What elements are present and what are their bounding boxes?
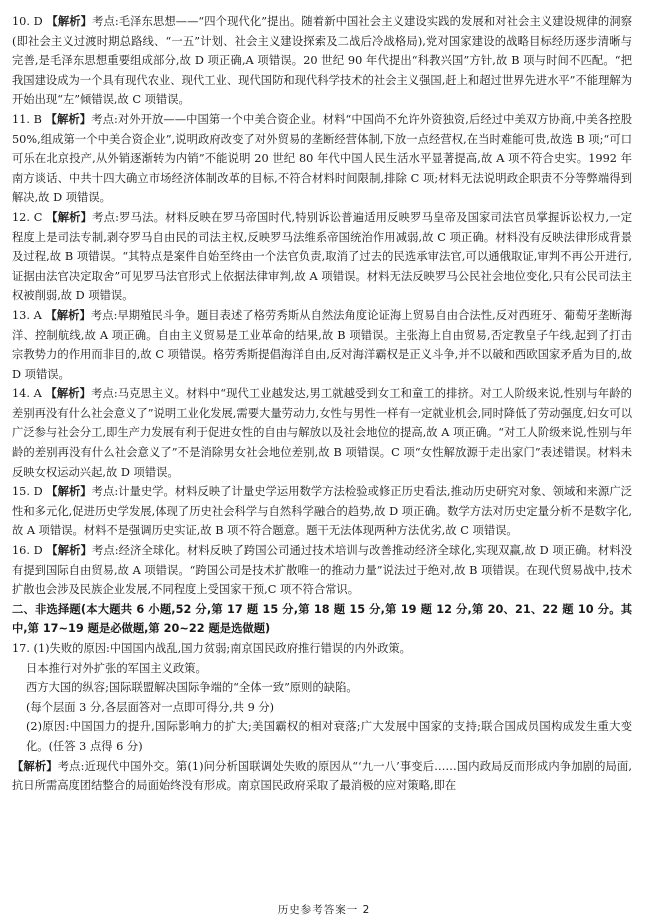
q10-analysis-tag: 【解析】 bbox=[46, 15, 93, 28]
q13-analysis-tag: 【解析】 bbox=[45, 308, 91, 322]
answer-q17 bbox=[12, 639, 632, 757]
q17-line-5: (2)原因:中国国力的提升,国际影响力的扩大;美国霸权的相对衰落;广大发展中国家的支持;联合国成员国构成发生重大变化。(任答 3 点得 6 分) bbox=[26, 720, 632, 753]
answer-q12 bbox=[12, 208, 632, 306]
q10-text: 考点:毛泽东思想——“四个现代化”提出。随着新中国社会主义建设实践的发展和对社会主义建设规律的洞察(即社会主义过渡时期总路线、“一五”计划、社会主义建设探索及二战后冷战格局),党对国家建设的战略目标经历逐步清晰与完善,是毛泽东思想重要组成部分,故 D 项正确,A 项错误。20 世纪 90 年代提出“科教兴国”方针,故 B 项与时间不匹配。“把我国建设成为一个具有现代农业、现代工业、现代国防和现代科学技术的社会主义强国,赶上和超过世界先进水平”不能理解为开始出现“左”倾错误,故 C 项错误。 bbox=[12, 15, 632, 107]
q14-text: 考点:马克思主义。材料中“现代工业越发达,男工就越受到女工和童工的排挤。对工人阶级来说,性别与年龄的差别再没有什么社会意义了”说明工业化发展,需要大量劳动力,女性与男性一样有一定就业机会,同时降低了劳动强度,妇女可以广泛参与社会分工,即生产力发展有利于促进女性的自由与解放以及社会地位的提高,故 A 项正确。“对工人阶级来说,性别与年龄的差别再没有什么社会意义了”不是消除男女社会地位差别,故 B 项错误。C 项“女性解放源于走出家门”表述错误。材料未反映女权运动兴起,故 D 项错误。 bbox=[12, 387, 632, 479]
q17-line-2: 日本推行对外扩张的军国主义政策。 bbox=[26, 661, 207, 675]
q17-line-3: 西方大国的纵容;国际联盟解决国际争端的“全体一致”原则的缺陷。 bbox=[26, 681, 358, 695]
answer-q13 bbox=[12, 306, 632, 384]
q13-number: 13. A bbox=[12, 308, 42, 322]
q12-number: 12. C bbox=[12, 210, 43, 224]
section-heading-non-choice: 二、非选择题(本大题共 6 小题,52 分,第 17 题 15 分,第 18 题 15 分,第 19 题 12 分,第 20、21、22 题 10 分。其中,第 17~19 题是必做题,第 20~22 题是选做题) bbox=[12, 602, 632, 636]
q14-analysis-tag: 【解析】 bbox=[45, 387, 92, 401]
q16-text: 考点:经济全球化。材料反映了跨国公司通过技术培训与改善推动经济全球化,实现双赢,故 D 项正确。材料没有提到国际自由贸易,故 A 项错误。“跨国公司是技术扩散唯一的推动力量”说法过于绝对,故 B 项错误。在现代贸易战中,技术扩散也会涉及民族企业发展,不同程度上受国家干预,C 项不符合常识。 bbox=[12, 544, 633, 597]
answer-q11 bbox=[12, 110, 632, 208]
analysis-text: 考点:近现代中国外交。第(1)问分析国联调处失败的原因从“‘九一八’事变后……国内政局反而形成内争加剧的局面,抗日所需高度团结整合的局面始终没有形成。南京国民政府采取了最消极的应对策略,即在 bbox=[12, 759, 632, 793]
q15-text: 考点:计量史学。材料反映了计量史学运用数学方法检验或修正历史看法,推动历史研究对象、领域和来源广泛性和多元化,促进历史学发展,体现了历史社会科学与自然科学融合的趋势,故 D 项正确。数学方法对历史定量分析不是数字化,故 A 项错误。材料不是强调历史实证,故 B 项不符合题意。题干无法体现两种方法优劣,故 C 项错误。 bbox=[12, 485, 632, 538]
answer-q15 bbox=[12, 482, 632, 541]
q11-text: 考点:对外开放——中国第一个中美合资企业。材料“中国尚不允许外资独资,后经过中美双方协商,中美各控股 50%,组成第一个中美合资企业”,说明政府改变了对外贸易的垄断经营体制,下放一点经营权,在当时难能可贵,故选 B 项;“可口可乐在北京投产,从外销逐渐转为内销”不能说明 20 世纪 80 年代中国人民生活水平显著提高,故 A 项不符合史实。1992 年南方谈话、中共十四大确立市场经济体制改革的目标,不符合材料时间限制,排除 C 项;材料无法说明政企职责不分等弊端得到解决,故 D 项错误。 bbox=[12, 112, 632, 205]
q12-analysis-tag: 【解析】 bbox=[46, 210, 93, 224]
analysis-q17 bbox=[12, 757, 632, 796]
page-footer: 历史参考答案一 2 bbox=[277, 904, 371, 916]
q16-analysis-tag: 【解析】 bbox=[46, 544, 92, 558]
answer-q14 bbox=[12, 384, 632, 482]
q16-number: 16. D bbox=[12, 544, 43, 558]
q15-number: 15. D bbox=[12, 485, 43, 499]
q11-number: 11. B bbox=[12, 112, 42, 126]
q12-text: 考点:罗马法。材料反映在罗马帝国时代,特别诉讼普遍适用反映罗马皇帝及国家司法官员掌握诉讼权力,一定程度上是司法专制,剥夺罗马自由民的司法主权,反映罗马法维系帝国统治作用减弱,故 C 项正确。材料没有反映法律形成背景及过程,故 B 项错误。“其特点是案件自始至终由一个法官负责,取消了过去的民选承审法官,可以通俄取证,审判不再公开进行,证据由法官决定取舍”可见罗马法官形式上依据法律审判,故 A 项错误。材料无法反映罗马公民社会地位变化,只有公民司法主权被削弱,故 D 项错误。 bbox=[12, 210, 633, 303]
answer-q16 bbox=[12, 541, 632, 600]
q14-number: 14. A bbox=[12, 387, 42, 401]
q13-text: 考点:早期殖民斗争。题目表述了格劳秀斯从自然法角度论证海上贸易自由合法性,反对西班牙、葡萄牙垄断海洋、控制航线,故 A 项正确。自由主义贸易是工业革命的结果,故 B 项错误。主张海上自由贸易,否定教皇子午线,起到了打击宗教势力的作用而非目的,故 C 项错误。格劳秀斯提倡海洋自由,反对海洋霸权是正义斗争,并不以破和西欧国家矛盾为目的,故 D 项错误。 bbox=[12, 308, 632, 381]
q11-analysis-tag: 【解析】 bbox=[45, 112, 92, 126]
q15-analysis-tag: 【解析】 bbox=[46, 485, 92, 499]
q17-line-4: (每个层面 3 分,各层面答对一点即可得分,共 9 分) bbox=[26, 700, 275, 714]
answer-q10 bbox=[12, 12, 632, 110]
q17-line-1: 17. (1)失败的原因:中国国内战乱,国力贫弱;南京国民政府推行错误的内外政策。 bbox=[12, 642, 411, 655]
q10-number: 10. D bbox=[12, 15, 43, 28]
analysis-tag: 【解析】 bbox=[12, 759, 58, 773]
